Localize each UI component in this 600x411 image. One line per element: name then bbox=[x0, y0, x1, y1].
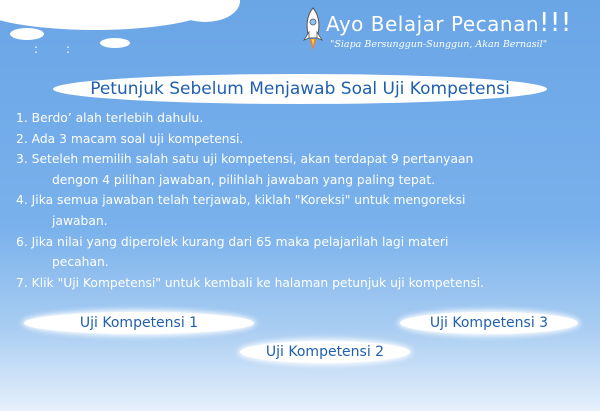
uji-kompetensi-1-button[interactable]: Uji Kompetensi 1 bbox=[24, 312, 254, 334]
cloud-left-bump bbox=[10, 28, 44, 40]
decor-dot: : bbox=[34, 42, 39, 56]
list-item-number: 1. bbox=[16, 111, 28, 125]
list-item-text: Ada 3 macam soal uji kompetensi. bbox=[31, 131, 244, 146]
list-item-text: Jika semua jawaban telah terjawab, kiklah "Koreksi" untuk mengoreksi bbox=[31, 193, 466, 208]
list-item-continuation: jawaban. bbox=[52, 213, 108, 228]
decor-dot: ' bbox=[62, 12, 66, 26]
list-item-text: Klik "Uji Kompetensi" untuk kembali ke halaman petunjuk uji kompetensi. bbox=[31, 275, 485, 290]
uji-kompetensi-2-button[interactable]: Uji Kompetensi 2 bbox=[240, 341, 410, 363]
list-item-number: 7. bbox=[16, 275, 28, 290]
list-item bbox=[16, 108, 592, 129]
list-item-text: Jika nilai yang diperolek kurang dari 65 maka pelajarilah lagi materi bbox=[31, 234, 449, 249]
list-item bbox=[16, 232, 592, 273]
cloud-left-bump-2 bbox=[100, 38, 130, 48]
list-item bbox=[16, 273, 592, 294]
list-item-number: 3. bbox=[16, 152, 28, 167]
list-item-number: 2. bbox=[16, 131, 28, 146]
app-tagline: "Siapa Bersunggun-Sunggun, Akan Bernasil" bbox=[330, 39, 548, 50]
decor-dot: : bbox=[66, 42, 71, 56]
uji-kompetensi-3-button[interactable]: Uji Kompetensi 3 bbox=[400, 312, 578, 334]
app-title-text: Ayo Belajar Pecanan bbox=[326, 12, 539, 36]
list-item-continuation: dengon 4 pilihan jawaban, pilihlah jawaban yang paling tepat. bbox=[52, 172, 436, 187]
list-item-text: Seteleh memilih salah satu uji kompetensi, akan terdapat 9 pertanyaan bbox=[31, 152, 474, 167]
list-item-number: 6. bbox=[16, 234, 28, 249]
list-item-continuation: pecahan. bbox=[52, 255, 109, 270]
app-title bbox=[326, 8, 572, 38]
list-item-text: Berdo’ alah terlebih dahulu. bbox=[31, 111, 204, 125]
list-item bbox=[16, 190, 592, 231]
list-item bbox=[16, 129, 592, 150]
list-item bbox=[16, 149, 592, 190]
app-title-exclamation: !!! bbox=[539, 8, 572, 38]
page-title: Petunjuk Sebelum Menjawab Soal Uji Kompetensi bbox=[90, 79, 510, 99]
instruction-list bbox=[16, 108, 592, 293]
list-item-number: 4. bbox=[16, 193, 28, 208]
rocket-icon bbox=[298, 6, 328, 52]
